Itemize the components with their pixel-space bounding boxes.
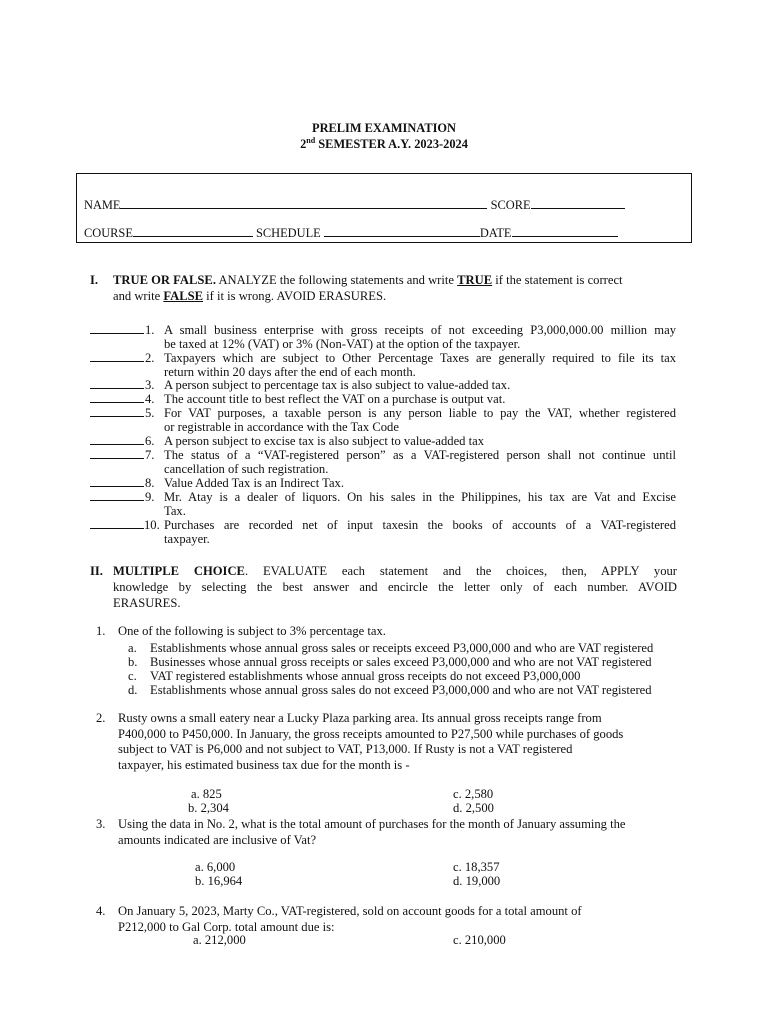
- q4-option-a[interactable]: a. 212,000: [193, 933, 246, 947]
- item-text-line: return within 20 days after the end of each month.: [164, 365, 416, 379]
- q4-text-line: On January 5, 2023, Marty Co., VAT-registered, sold on account goods for a total amount of: [118, 904, 582, 918]
- score-label: SCORE: [490, 198, 531, 212]
- q1-option-letter[interactable]: b.: [128, 655, 138, 669]
- part1-heading: TRUE OR FALSE.: [113, 273, 216, 287]
- item-number: 5.: [145, 406, 155, 420]
- q3-option-a[interactable]: a. 6,000: [195, 860, 236, 874]
- q3-number: 3.: [96, 817, 106, 831]
- item-number: 10.: [144, 518, 160, 532]
- q2-option-b[interactable]: b. 2,304: [188, 801, 229, 815]
- part2-instructions-line2: knowledge by selecting the best answer and encircle the letter only of each number. AVOID: [113, 580, 677, 594]
- name-label: NAME: [84, 198, 121, 212]
- course-field[interactable]: [133, 225, 253, 237]
- item-text-line: taxpayer.: [164, 532, 210, 546]
- semester-ordinal: 2: [300, 137, 307, 152]
- part2-numeral: II.: [90, 564, 103, 578]
- semester-rest: SEMESTER A.Y. 2023-2024: [315, 137, 468, 152]
- q3-text-line: Using the data in No. 2, what is the total amount of purchases for the month of January assuming the: [118, 817, 626, 831]
- part2-instructions-line3: ERASURES.: [113, 596, 181, 610]
- answer-blank[interactable]: [90, 323, 144, 337]
- part1-instructions-line2: [113, 289, 386, 303]
- schedule-label: SCHEDULE: [256, 226, 321, 240]
- part2-instructions-line1: [113, 564, 677, 578]
- date-field[interactable]: [512, 225, 618, 237]
- item-number: 9.: [145, 490, 155, 504]
- q3-text-line: amounts indicated are inclusive of Vat?: [118, 832, 317, 847]
- answer-blank[interactable]: [90, 406, 144, 420]
- item-number: 8.: [145, 476, 155, 490]
- part1-instr-c: and write: [113, 289, 164, 303]
- name-score-row: [84, 197, 625, 213]
- item-text-line: A small business enterprise with gross receipts of not exceeding P3,000,000.00 million may: [164, 323, 676, 337]
- q2-option-d[interactable]: d. 2,500: [453, 801, 494, 815]
- q1-option-text: Establishments whose annual gross sales do not exceed P3,000,000 and who are not VAT registered: [150, 683, 652, 697]
- item-number: 3.: [145, 378, 155, 392]
- answer-blank[interactable]: [90, 351, 144, 365]
- q1-number: 1.: [96, 624, 106, 638]
- item-number: 7.: [145, 448, 155, 462]
- part1-instructions-line1: [113, 273, 623, 287]
- answer-blank[interactable]: [90, 434, 144, 448]
- q1-option-letter[interactable]: c.: [128, 669, 137, 683]
- q2-text-line: P400,000 to P450,000. In January, the gross receipts amounted to P27,500 while purchases of goods: [118, 726, 624, 741]
- q1-option-letter[interactable]: d.: [128, 683, 138, 697]
- item-text-line: Taxpayers which are subject to Other Percentage Taxes are generally required to file its tax: [164, 351, 676, 365]
- q1-option-text: Businesses whose annual gross receipts or sales exceed P3,000,000 and who are not VAT registered: [150, 655, 652, 669]
- item-text-line: For VAT purposes, a taxable person is any person liable to pay the VAT, whether registered: [164, 406, 676, 420]
- score-field[interactable]: [531, 197, 625, 209]
- answer-blank[interactable]: [90, 476, 144, 490]
- part1-instr-a: ANALYZE the following statements and write: [215, 273, 458, 287]
- date-label: DATE: [479, 226, 512, 240]
- q2-text-line: taxpayer, his estimated business tax due for the month is -: [118, 757, 410, 772]
- item-number: 4.: [145, 392, 155, 406]
- item-text-line: The account title to best reflect the VAT on a purchase is output vat.: [164, 392, 506, 406]
- item-number: 6.: [145, 434, 155, 448]
- q2-text-line: subject to VAT is P6,000 and not subject to VAT, P13,000. If Rusty is not a VAT registered: [118, 742, 573, 756]
- q4-number: 4.: [96, 904, 106, 918]
- answer-blank[interactable]: [90, 392, 144, 406]
- q2-option-a[interactable]: a. 825: [191, 787, 222, 801]
- item-text-line: Mr. Atay is a dealer of liquors. On his sales in the Philippines, his tax are Vat and Excise: [164, 490, 676, 504]
- item-number: 2.: [145, 351, 155, 365]
- answer-blank[interactable]: [90, 490, 144, 504]
- q2-text-line: Rusty owns a small eatery near a Lucky Plaza parking area. Its annual gross receipts range from: [118, 711, 602, 725]
- exam-title: PRELIM EXAMINATION: [312, 121, 456, 135]
- course-label: COURSE: [84, 226, 133, 240]
- schedule-field[interactable]: [324, 225, 480, 237]
- true-word: TRUE: [457, 273, 493, 287]
- item-number: 1.: [145, 323, 155, 337]
- q2-option-c[interactable]: c. 2,580: [453, 787, 494, 801]
- q3-option-d[interactable]: d. 19,000: [453, 874, 501, 888]
- q4-text-line: P212,000 to Gal Corp. total amount due is:: [118, 919, 335, 934]
- false-word: FALSE: [163, 289, 204, 303]
- item-text-line: be taxed at 12% (VAT) or 3% (Non-VAT) at the option of the taxpayer.: [164, 337, 521, 351]
- q1-option-text: VAT registered establishments whose annual gross receipts do not exceed P3,000,000: [150, 669, 581, 683]
- item-text-line: or registrable in accordance with the Tax Code: [164, 420, 399, 434]
- q1-text: One of the following is subject to 3% percentage tax.: [118, 624, 386, 638]
- part1-instr-d: if it is wrong. AVOID ERASURES.: [203, 289, 387, 303]
- name-field[interactable]: [120, 197, 487, 209]
- item-text-line: A person subject to excise tax is also subject to value-added tax: [164, 434, 485, 448]
- q2-number: 2.: [96, 711, 106, 725]
- answer-blank[interactable]: [90, 378, 144, 392]
- item-text-line: cancellation of such registration.: [164, 462, 329, 476]
- answer-blank[interactable]: [90, 448, 144, 462]
- item-text-line: A person subject to percentage tax is also subject to value-added tax.: [164, 378, 511, 392]
- part1-numeral: I.: [90, 273, 99, 287]
- item-text-line: The status of a “VAT-registered person” as a VAT-registered person shall not continue until: [164, 448, 676, 462]
- part2-line1-rest: . EVALUATE each statement and the choices, then, APPLY your: [244, 564, 677, 578]
- part2-heading: MULTIPLE CHOICE: [113, 564, 245, 578]
- q1-option-letter[interactable]: a.: [128, 641, 137, 655]
- semester-line: [0, 136, 768, 152]
- q4-option-c[interactable]: c. 210,000: [453, 933, 506, 947]
- item-text-line: Value Added Tax is an Indirect Tax.: [164, 476, 344, 490]
- answer-blank[interactable]: [90, 518, 144, 532]
- part1-instr-b: if the statement is correct: [492, 273, 623, 287]
- course-schedule-date-row: [84, 225, 618, 241]
- item-text-line: Tax.: [164, 504, 186, 518]
- q1-option-text: Establishments whose annual gross sales or receipts exceed P3,000,000 and who are VAT registered: [150, 641, 654, 655]
- item-text-line: Purchases are recorded net of input taxesin the books of accounts of a VAT-registered: [164, 518, 676, 532]
- q3-option-c[interactable]: c. 18,357: [453, 860, 500, 874]
- q3-option-b[interactable]: b. 16,964: [195, 874, 243, 888]
- semester-ordinal-suffix: nd: [306, 136, 316, 145]
